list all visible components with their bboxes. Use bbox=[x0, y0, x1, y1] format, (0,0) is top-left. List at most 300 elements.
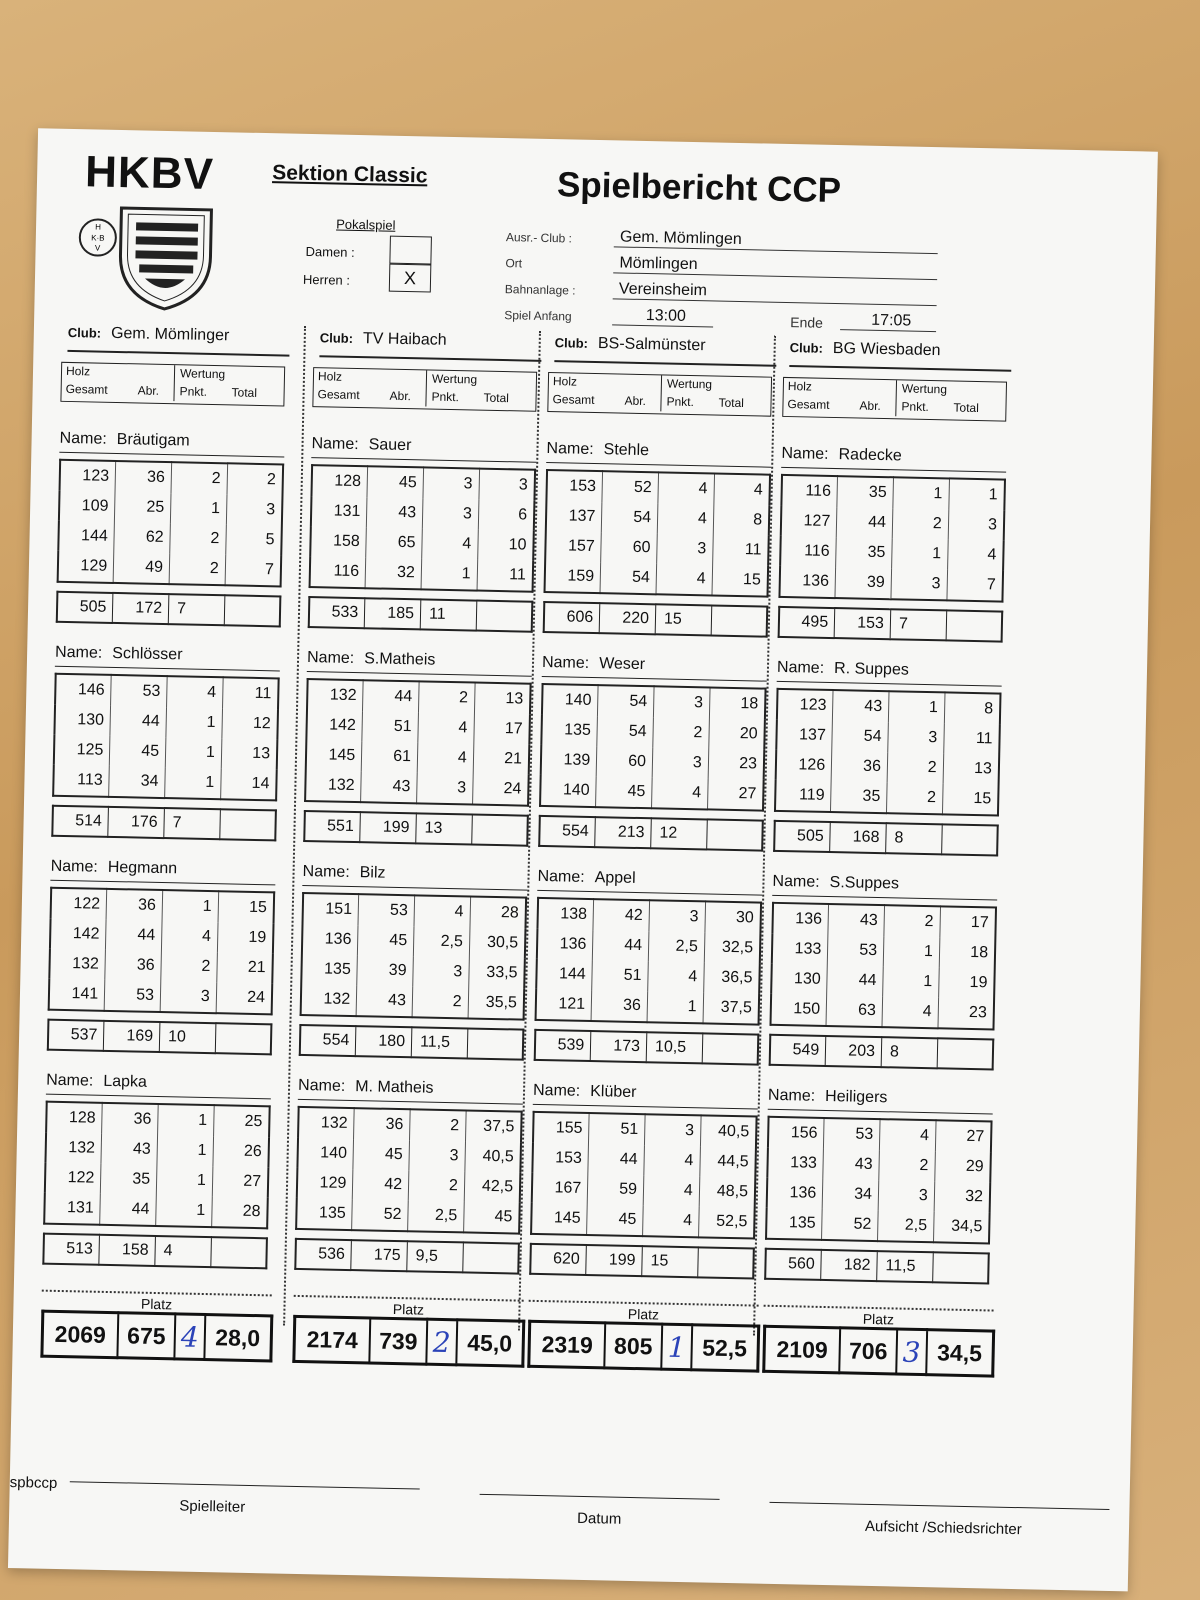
table-row bbox=[303, 893, 527, 929]
club-name-line bbox=[67, 324, 290, 357]
player-name-line bbox=[772, 873, 997, 901]
wertung-header: Wertung bbox=[179, 366, 226, 382]
total-cell bbox=[220, 809, 276, 840]
score-cell: 150 bbox=[771, 994, 827, 1026]
total-cell: 182 bbox=[821, 1250, 877, 1281]
start-time-label: Spiel Anfang bbox=[504, 308, 572, 324]
player-name-line bbox=[55, 644, 280, 672]
score-cell: 2 bbox=[887, 752, 943, 783]
score-cell: 36,5 bbox=[721, 968, 753, 987]
score-cell: 3 bbox=[891, 568, 947, 600]
final-score-table bbox=[292, 1315, 525, 1368]
score-cell: 25 bbox=[244, 1112, 263, 1131]
score-cell: 122 bbox=[45, 1163, 101, 1194]
score-cell: 44 bbox=[827, 965, 883, 996]
score-cell: 37,5 bbox=[720, 998, 753, 1017]
score-cell: 122 bbox=[51, 888, 107, 920]
pnkt-header: Pnkt. bbox=[666, 394, 695, 410]
final-holz: 2069 bbox=[42, 1311, 118, 1358]
score-cell: 52 bbox=[822, 1209, 878, 1241]
total-cell: 185 bbox=[364, 598, 420, 629]
score-cell: 131 bbox=[311, 496, 367, 527]
score-cell: 26 bbox=[243, 1142, 262, 1161]
table-row bbox=[297, 1168, 521, 1203]
total-cell: 606 bbox=[544, 602, 600, 633]
final-score-table bbox=[527, 1320, 760, 1373]
score-cell: 141 bbox=[49, 979, 105, 1011]
club-label: Club: bbox=[789, 340, 824, 356]
table-row bbox=[766, 1208, 990, 1244]
score-cell: 1 bbox=[156, 1195, 212, 1227]
table-row bbox=[764, 1326, 994, 1376]
score-cell: 36 bbox=[831, 751, 887, 782]
score-cell: 132 bbox=[307, 679, 363, 711]
score-cell: 45 bbox=[110, 736, 166, 767]
table-row bbox=[297, 1138, 521, 1173]
gesamt-header: Gesamt bbox=[65, 381, 108, 397]
score-cell: 123 bbox=[777, 689, 833, 721]
score-cell: 132 bbox=[45, 1133, 101, 1164]
table-row bbox=[767, 1148, 991, 1183]
total-cell: 220 bbox=[599, 603, 655, 634]
score-cell: 45 bbox=[367, 466, 423, 498]
score-cell: 54 bbox=[602, 502, 658, 533]
total-cell: 13 bbox=[416, 813, 472, 844]
score-cell: 36 bbox=[591, 990, 647, 1022]
score-cell: 1 bbox=[883, 966, 939, 997]
player-name-line bbox=[298, 1077, 523, 1105]
game-score-table bbox=[544, 469, 772, 598]
score-cell: 144 bbox=[58, 521, 114, 552]
holz-header: Holz bbox=[317, 369, 343, 384]
club-name-line bbox=[319, 329, 542, 362]
total-cell bbox=[211, 1237, 267, 1268]
score-cell: 63 bbox=[826, 995, 882, 1027]
score-cell: 3 bbox=[649, 900, 705, 932]
table-row bbox=[296, 1198, 520, 1234]
table-row bbox=[51, 888, 275, 924]
score-cell: 130 bbox=[54, 705, 110, 736]
player-total-table bbox=[294, 1238, 520, 1275]
player-block bbox=[47, 858, 276, 1056]
total-cell bbox=[476, 601, 532, 632]
score-cell: 44 bbox=[110, 706, 166, 737]
name-label: Name: bbox=[541, 653, 590, 672]
score-cell: 4 bbox=[643, 1205, 699, 1237]
total-cell: 554 bbox=[300, 1025, 356, 1056]
club-name: Gem. Mömlinger bbox=[110, 324, 230, 345]
score-cell: 135 bbox=[301, 954, 357, 985]
score-cell: 44 bbox=[593, 930, 649, 961]
player-block bbox=[303, 649, 532, 847]
score-cell: 39 bbox=[357, 955, 413, 986]
player-block bbox=[308, 435, 537, 633]
platz-label: Platz bbox=[41, 1290, 271, 1315]
club-label: Club: bbox=[67, 324, 102, 341]
player-name-line bbox=[777, 659, 1002, 687]
table-row bbox=[305, 770, 529, 806]
final-holz: 2174 bbox=[294, 1316, 370, 1363]
table-row bbox=[57, 592, 281, 627]
total-cell: 11 bbox=[420, 599, 476, 630]
player-block bbox=[769, 873, 998, 1071]
score-cell: 30,5 bbox=[486, 933, 519, 952]
score-cell: 2 bbox=[879, 1150, 935, 1181]
score-cell: 48,5 bbox=[716, 1182, 749, 1201]
total-cell: 176 bbox=[108, 807, 164, 838]
table-row bbox=[532, 1143, 756, 1178]
name-label: Name: bbox=[59, 429, 107, 448]
table-row bbox=[302, 924, 526, 959]
total-cell: 168 bbox=[830, 822, 886, 853]
final-abraeumen: 675 bbox=[117, 1313, 175, 1359]
total-header: Total bbox=[483, 390, 510, 406]
score-cell: 1 bbox=[158, 1104, 214, 1136]
score-cell: 121 bbox=[536, 989, 592, 1021]
score-cell: 4 bbox=[418, 712, 474, 743]
player-block bbox=[534, 868, 763, 1066]
final-score-table bbox=[762, 1325, 995, 1378]
player-block bbox=[51, 644, 280, 842]
game-score-table bbox=[43, 1101, 271, 1230]
game-score-table bbox=[769, 902, 997, 1031]
table-row bbox=[45, 1133, 269, 1168]
score-cell: 60 bbox=[596, 746, 652, 777]
score-cell: 52 bbox=[352, 1199, 408, 1231]
score-cell: 19 bbox=[248, 928, 267, 947]
table-row bbox=[300, 1025, 524, 1060]
score-cell: 24 bbox=[246, 988, 266, 1007]
score-cell: 3 bbox=[413, 956, 469, 987]
score-cell: 135 bbox=[766, 1208, 822, 1240]
player-name-line bbox=[768, 1087, 993, 1115]
document-title: Spielbericht CCP bbox=[556, 165, 842, 211]
score-cell: 11 bbox=[975, 730, 993, 748]
table-row bbox=[536, 959, 760, 994]
table-row bbox=[776, 750, 1000, 785]
total-cell bbox=[946, 610, 1002, 641]
name-label: Name: bbox=[306, 649, 355, 668]
score-cell: 43 bbox=[828, 904, 884, 936]
game-score-table bbox=[57, 459, 285, 588]
table-row bbox=[539, 816, 763, 851]
score-cell: 1 bbox=[892, 538, 948, 569]
score-cell: 62 bbox=[114, 522, 170, 553]
table-row bbox=[541, 745, 765, 780]
game-score-table bbox=[52, 673, 280, 802]
total-cell: 158 bbox=[99, 1235, 155, 1266]
player-name: S.Suppes bbox=[829, 874, 900, 893]
score-cell: 136 bbox=[537, 929, 593, 960]
score-cell: 43 bbox=[833, 690, 889, 722]
player-name-line bbox=[307, 649, 532, 677]
score-cell: 1 bbox=[156, 1165, 212, 1196]
table-row bbox=[772, 934, 996, 969]
player-name: Schlösser bbox=[112, 644, 183, 664]
score-cell: 37,5 bbox=[483, 1117, 515, 1136]
herren-checkbox[interactable]: X bbox=[389, 264, 432, 293]
score-cell: 2,5 bbox=[408, 1200, 464, 1232]
player-name: Hegmann bbox=[107, 858, 178, 878]
total-header: Total bbox=[718, 395, 745, 411]
score-cell: 7 bbox=[264, 561, 275, 579]
player-name: R. Suppes bbox=[833, 660, 909, 679]
final-result bbox=[292, 1295, 523, 1368]
score-cell: 35 bbox=[101, 1164, 157, 1195]
score-cell: 1 bbox=[170, 493, 226, 524]
score-cell: 133 bbox=[767, 1148, 823, 1179]
table-row bbox=[44, 1193, 268, 1229]
score-cell: 27 bbox=[966, 1127, 985, 1146]
score-cell: 4 bbox=[643, 1175, 699, 1206]
game-score-table bbox=[48, 887, 276, 1016]
score-cell: 13 bbox=[252, 744, 271, 763]
score-cell: 2 bbox=[886, 782, 942, 814]
table-row bbox=[765, 1249, 989, 1284]
score-cell: 35 bbox=[837, 476, 893, 508]
game-score-table bbox=[535, 897, 763, 1026]
player-name: M. Matheis bbox=[355, 1078, 434, 1097]
score-cell: 17 bbox=[504, 720, 523, 738]
score-cell: 1 bbox=[647, 991, 703, 1023]
score-cell: 1 bbox=[166, 707, 222, 738]
total-cell: 11,5 bbox=[411, 1027, 467, 1058]
score-cell: 155 bbox=[533, 1112, 589, 1144]
player-total-table bbox=[42, 1233, 268, 1270]
table-row bbox=[537, 929, 761, 964]
total-cell bbox=[467, 1028, 523, 1059]
table-row bbox=[774, 821, 998, 856]
table-row bbox=[772, 903, 996, 939]
score-cell: 44 bbox=[363, 680, 419, 712]
table-row bbox=[306, 710, 530, 745]
score-cell: 25 bbox=[115, 492, 171, 523]
gesamt-header: Gesamt bbox=[317, 387, 360, 403]
table-row bbox=[546, 470, 770, 506]
player-total-table bbox=[529, 1243, 755, 1280]
score-cell: 3 bbox=[653, 686, 709, 718]
score-cell: 36 bbox=[115, 461, 171, 493]
final-platz: 4 bbox=[175, 1314, 205, 1360]
total-cell bbox=[224, 595, 280, 626]
score-cell: 44 bbox=[588, 1144, 644, 1175]
score-cell: 13 bbox=[505, 690, 524, 708]
score-cell: 18 bbox=[740, 695, 759, 713]
total-cell: 513 bbox=[43, 1234, 99, 1265]
total-cell: 172 bbox=[113, 593, 169, 624]
player-block bbox=[778, 445, 1007, 643]
player-name-line bbox=[302, 863, 527, 891]
holz-header: Holz bbox=[552, 374, 578, 389]
table-row bbox=[52, 806, 276, 841]
table-row bbox=[770, 1035, 994, 1070]
table-row bbox=[310, 556, 534, 592]
final-total: 52,5 bbox=[701, 1333, 748, 1361]
club-column bbox=[759, 339, 1024, 1554]
score-cell: 28 bbox=[242, 1202, 261, 1221]
score-cell: 116 bbox=[781, 475, 837, 507]
player-block bbox=[294, 1077, 523, 1275]
score-cell: 3 bbox=[644, 1114, 700, 1146]
column-header bbox=[547, 372, 772, 417]
score-cell: 123 bbox=[60, 460, 116, 492]
damen-checkbox[interactable] bbox=[389, 236, 432, 265]
section-title: Sektion Classic bbox=[272, 161, 428, 188]
score-cell: 36 bbox=[106, 889, 162, 921]
name-label: Name: bbox=[767, 1086, 816, 1105]
club-name-line bbox=[789, 339, 1012, 372]
score-cell: 3 bbox=[652, 747, 708, 778]
name-label: Name: bbox=[302, 862, 350, 881]
player-name: Weser bbox=[598, 655, 646, 674]
name-label: Name: bbox=[532, 1081, 581, 1100]
score-cell: 1 bbox=[165, 737, 221, 768]
score-cell: 2 bbox=[418, 681, 474, 713]
score-cell: 54 bbox=[832, 721, 888, 752]
score-cell: 159 bbox=[545, 561, 601, 593]
total-cell: 173 bbox=[590, 1031, 646, 1062]
score-cell: 1 bbox=[421, 558, 477, 590]
player-name-line bbox=[546, 440, 771, 468]
pokal-label: Pokalspiel bbox=[336, 216, 396, 233]
score-cell: 144 bbox=[536, 959, 592, 990]
abr-header: Abr. bbox=[137, 383, 160, 398]
score-cell: 145 bbox=[531, 1203, 587, 1235]
score-cell: 4 bbox=[987, 546, 997, 564]
total-cell: 551 bbox=[304, 811, 360, 842]
score-cell: 36 bbox=[105, 950, 161, 981]
score-cell: 140 bbox=[540, 775, 596, 807]
score-cell: 137 bbox=[776, 720, 832, 751]
score-cell: 43 bbox=[101, 1134, 157, 1165]
player-total-table bbox=[769, 1034, 995, 1071]
total-cell: 4 bbox=[155, 1236, 211, 1267]
score-cell: 54 bbox=[600, 562, 656, 594]
score-cell: 42 bbox=[353, 1169, 409, 1200]
table-row bbox=[780, 536, 1004, 571]
score-cell: 113 bbox=[53, 765, 109, 797]
table-row bbox=[530, 1244, 754, 1279]
score-cell: 59 bbox=[587, 1174, 643, 1205]
total-cell bbox=[215, 1023, 271, 1054]
total-cell: 180 bbox=[356, 1026, 412, 1057]
score-cell: 156 bbox=[768, 1117, 824, 1149]
score-cell: 13 bbox=[973, 760, 993, 778]
total-cell: 10,5 bbox=[646, 1032, 702, 1063]
column-header bbox=[312, 367, 537, 412]
table-row bbox=[777, 689, 1001, 725]
table-row bbox=[311, 496, 535, 531]
club-label: Club: bbox=[554, 335, 589, 351]
name-label: Name: bbox=[311, 435, 359, 454]
game-score-table bbox=[539, 683, 767, 812]
table-row bbox=[48, 1020, 272, 1055]
score-cell: 42 bbox=[593, 899, 649, 931]
score-cell: 11 bbox=[509, 566, 527, 584]
association-crest-icon bbox=[74, 199, 226, 312]
score-cell: 2 bbox=[170, 523, 226, 554]
club-label: Club: bbox=[319, 330, 354, 346]
player-total-table bbox=[534, 1029, 760, 1066]
score-cell: 34,5 bbox=[951, 1217, 983, 1236]
score-cell: 2 bbox=[653, 717, 709, 748]
player-name-line bbox=[50, 858, 275, 886]
final-abraeumen: 805 bbox=[604, 1323, 662, 1369]
score-cell: 53 bbox=[824, 1118, 880, 1150]
table-row bbox=[775, 780, 999, 816]
wertung-header: Wertung bbox=[666, 376, 713, 392]
score-cell: 8 bbox=[752, 511, 763, 529]
score-cell: 4 bbox=[414, 895, 470, 927]
final-total: 34,5 bbox=[936, 1338, 983, 1366]
player-name-line bbox=[542, 654, 767, 682]
score-cell: 44 bbox=[836, 507, 892, 538]
score-cell: 34 bbox=[109, 766, 165, 798]
game-score-table bbox=[530, 1111, 758, 1240]
ausr-club-value: Gem. Mömlingen bbox=[614, 228, 938, 254]
total-cell: 8 bbox=[886, 823, 942, 854]
table-row bbox=[541, 715, 765, 750]
total-cell: 8 bbox=[881, 1037, 937, 1068]
score-cell: 153 bbox=[546, 470, 602, 502]
total-cell: 12 bbox=[651, 818, 707, 849]
score-cell: 3 bbox=[266, 501, 276, 519]
total-cell: 9,5 bbox=[407, 1241, 463, 1272]
pnkt-header: Pnkt. bbox=[431, 389, 460, 405]
form-code: spbccp bbox=[9, 1473, 58, 1492]
total-cell bbox=[932, 1252, 988, 1283]
herren-label: Herren : bbox=[302, 271, 351, 288]
score-cell: 53 bbox=[111, 675, 167, 707]
score-cell: 1 bbox=[165, 767, 221, 799]
score-cell: 27 bbox=[243, 1172, 262, 1191]
header-divider bbox=[173, 365, 175, 401]
score-cell: 65 bbox=[366, 527, 422, 558]
score-cell: 129 bbox=[58, 551, 114, 583]
score-cell: 44,5 bbox=[717, 1152, 749, 1171]
abr-header: Abr. bbox=[624, 393, 647, 409]
datum-label: Datum bbox=[576, 1509, 622, 1528]
score-cell: 142 bbox=[50, 919, 106, 950]
score-cell: 136 bbox=[302, 924, 358, 955]
score-cell: 1 bbox=[883, 936, 939, 967]
player-name: Radecke bbox=[838, 446, 902, 465]
score-cell: 3 bbox=[422, 498, 478, 529]
player-name: Klüber bbox=[590, 1083, 637, 1102]
score-cell: 28 bbox=[500, 904, 519, 922]
score-cell: 53 bbox=[104, 980, 160, 1012]
score-cell: 53 bbox=[828, 935, 884, 966]
score-cell: 43 bbox=[367, 497, 423, 528]
score-cell: 51 bbox=[362, 711, 418, 742]
score-cell: 12 bbox=[252, 714, 271, 733]
svg-text:K·B: K·B bbox=[91, 233, 105, 243]
platz-label: Platz bbox=[293, 1295, 523, 1320]
score-cell: 54 bbox=[597, 716, 653, 747]
table-row bbox=[298, 1107, 522, 1143]
player-name-line bbox=[533, 1082, 758, 1110]
score-cell: 42,5 bbox=[481, 1177, 514, 1196]
name-label: Name: bbox=[50, 857, 98, 876]
score-cell: 4 bbox=[417, 742, 473, 773]
total-cell bbox=[697, 1247, 753, 1278]
score-cell: 44 bbox=[106, 920, 162, 951]
score-cell: 3 bbox=[878, 1180, 934, 1211]
score-cell: 4 bbox=[753, 481, 763, 499]
player-block bbox=[543, 440, 772, 638]
score-cell: 27 bbox=[738, 785, 757, 803]
bahnanlage-label: Bahnanlage : bbox=[504, 282, 576, 298]
